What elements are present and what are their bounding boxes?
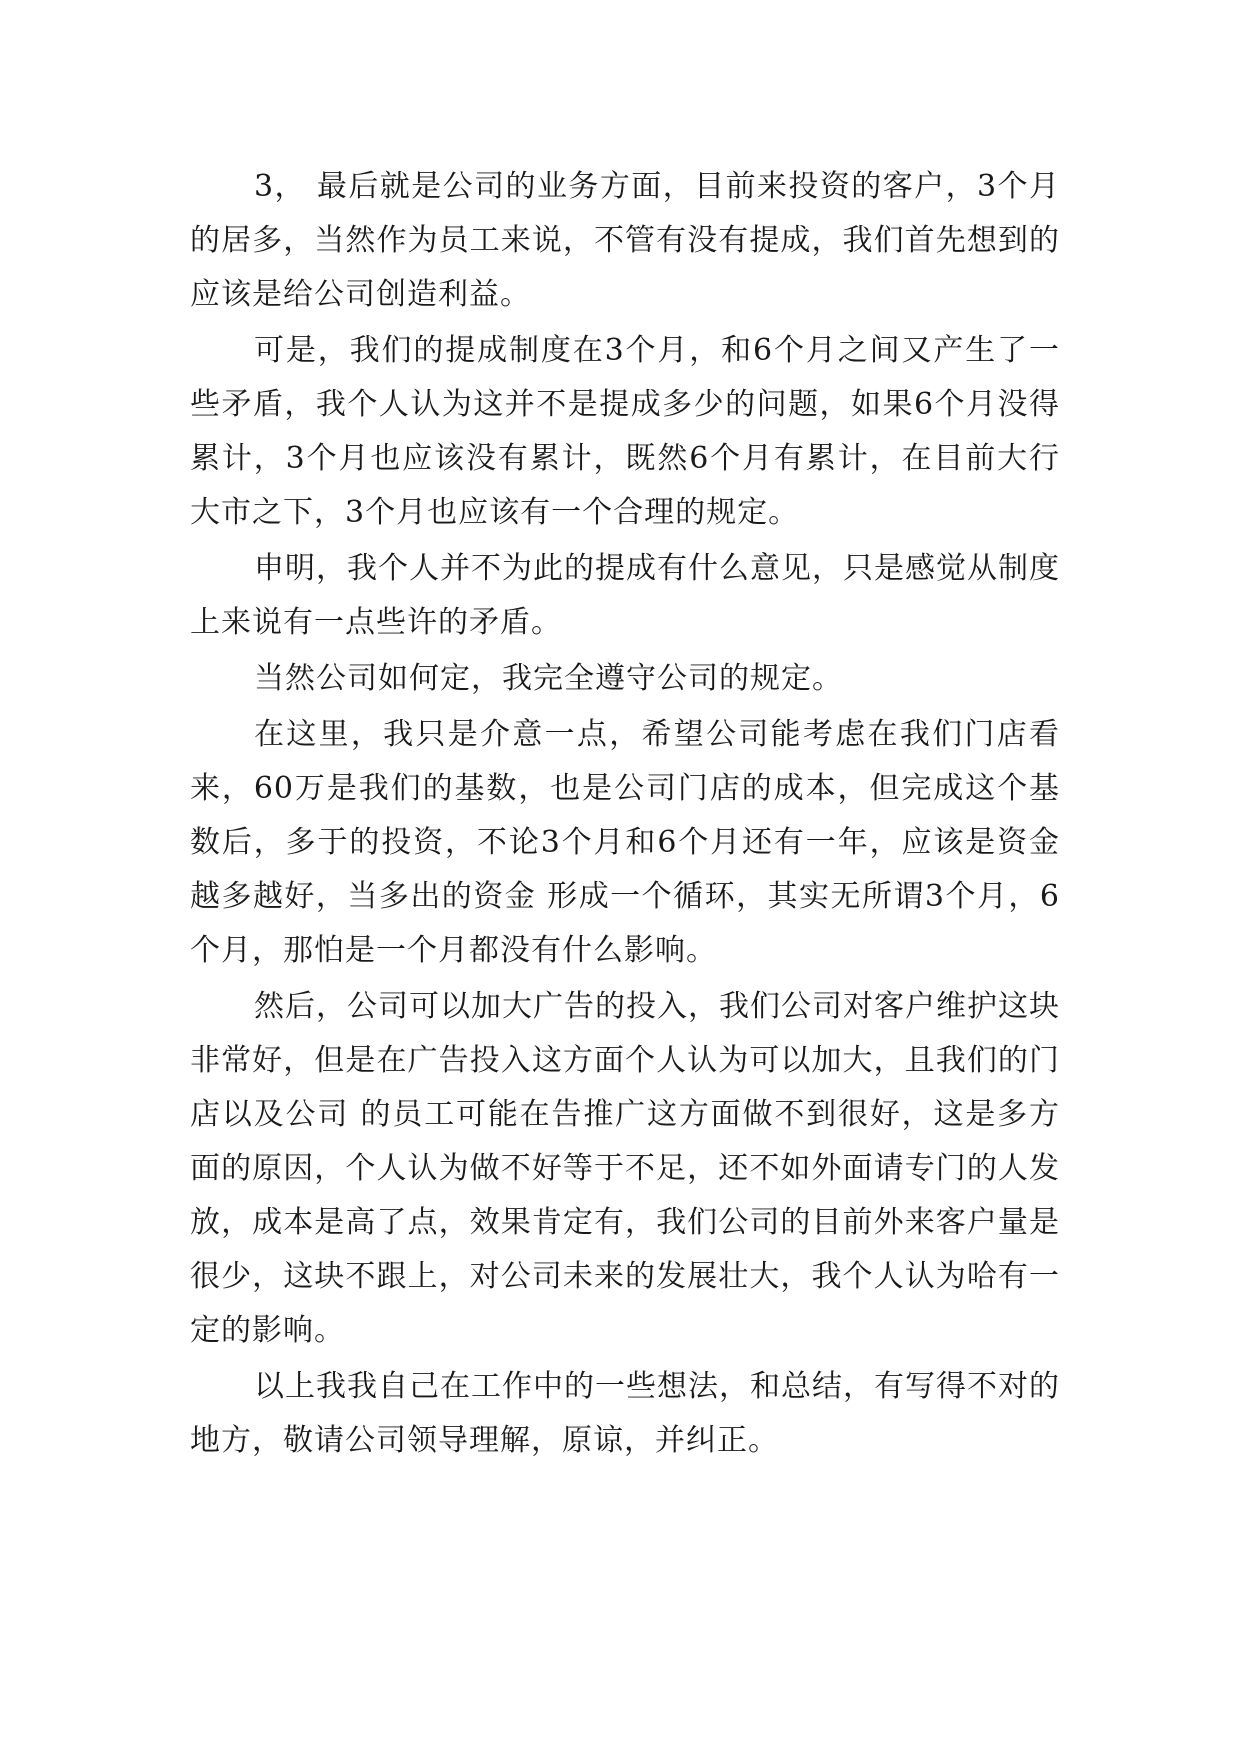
paragraph-base-amount: 在这里，我只是介意一点，希望公司能考虑在我们门店看来，60万是我们的基数，也是公司门店的成本，但完成这个基数后，多于的投资，不论3个月和6个月还有一年，应该是资金越多越好，当多出的资金 形成一个循环，其实无所谓3个月，6个月，那怕是一个月都没有什么影响。: [190, 717, 1060, 968]
paragraph-commission-contradiction: 可是，我们的提成制度在3个月，和6个月之间又产生了一些矛盾，我个人认为这并不是提成多少的问题，如果6个月没得累计，3个月也应该没有累计，既然6个月有累计，在目前大行大市之下，3个月也应该有一个合理的规定。: [190, 333, 1060, 530]
document-body: [190, 160, 1060, 1470]
paragraph-statement: 申明，我个人并不为此的提成有什么意见，只是感觉从制度上来说有一点些许的矛盾。: [190, 551, 1060, 640]
paragraph-compliance: 当然公司如何定，我完全遵守公司的规定。: [254, 661, 843, 696]
paragraph-advertising: 然后，公司可以加大广告的投入，我们公司对客户维护这块非常好，但是在广告投入这方面个人认为可以加大，且我们的门店以及公司 的员工可能在告推广这方面做不到很好，这是多方面的原因，个人认为做不好等于不足，还不如外面请专门的人发放，成本是高了点，效果肯定有，我们公司的目前外来客户量是很少，这块不跟上，对公司未来的发展壮大，我个人认为哈有一定的影响。: [190, 989, 1060, 1348]
paragraph-business: 3， 最后就是公司的业务方面，目前来投资的客户，3个月的居多，当然作为员工来说，不管有没有提成，我们首先想到的应该是给公司创造利益。: [190, 169, 1060, 312]
paragraph-conclusion: 以上我我自己在工作中的一些想法，和总结，有写得不对的地方，敬请公司领导理解，原谅，并纠正。: [190, 1369, 1060, 1458]
